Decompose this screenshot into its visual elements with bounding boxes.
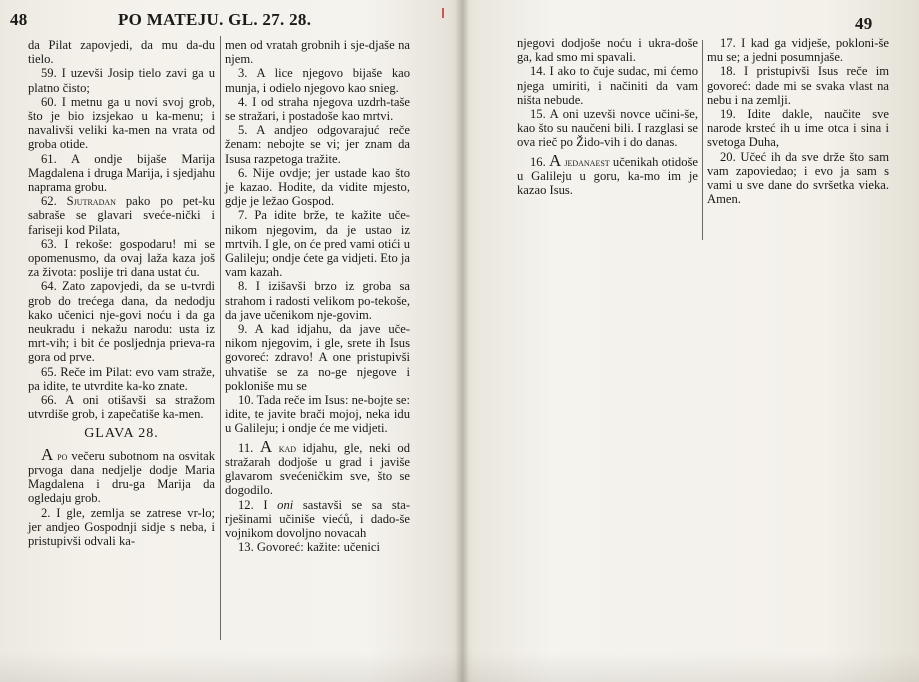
book-gutter [455,0,469,682]
verse-paragraph: 65. Reče im Pilat: evo vam straže, pa idite, te utvrdite ka-ko znate. [28,364,215,393]
verse-text: večeru subotnom na osvitak prvoga dana nedjelje dodje Maria Magdalena i dru-ga Marija da ogledaju grob. [28,448,215,506]
verse-smallcaps: jedanaest [561,154,610,169]
verse-text: idjahu, gle, neki od stražarah dodjoše u grad i javiše glavarom svećeničkim sve, što se dogodilo. [225,440,410,498]
text-column-2 [225,38,410,554]
verse-paragraph: 20. Učeć ih da sve drže što sam vam zapoviedao; i evo ja sam s vami u sve dane do svršetka vieka. Amen. [707,149,889,207]
verse-paragraph [517,150,698,198]
verse-italic: oni [277,497,294,512]
verse-paragraph: 17. I kad ga vidješe, pokloni-še mu se; a jedni posumnjaše. [707,36,889,65]
verse-text: sastavši se sa sta-rješinami učiniše viećů, i dado-še vojnikom dovoljno novacah [225,497,411,540]
verse-paragraph: 5. A andjeo odgovarajuć reče ženam: nebojte se vi; jer znam da Isusa razpetoga tražite. [225,123,410,166]
right-page-number: 49 [855,14,873,33]
verse-paragraph: 9. A kad idjahu, da jave uče-nikom njegovim, i gle, srete ih Isus govoreć: zdravo! A one pristupivši uhvatiše se za no-ge njegove i pokloniše mu se [225,322,410,393]
verse-paragraph: 60. I metnu ga u novi svoj grob, što je bio izsjekao u ka-menu; i navalivši veliki ka-men na vrata od groba otide. [28,94,215,152]
verse-paragraph: 6. Nije ovdje; jer ustade kao što je kazao. Hodite, da vidite mjesto, gdje je ležao Gospod. [225,165,410,209]
bookmark-ribbon [442,8,444,18]
left-page-number: 48 [10,10,28,29]
chapter-heading: GLAVA 28. [84,426,159,442]
verse-smallcaps: jutradan [73,194,116,209]
verse-paragraph: 7. Pa idite brže, te kažite uče-nikom njegovim, da je ustao iz mrtvih. I gle, on će pred vami otići u Galileju; ondje ćete ga vidjeti. Eto ja vam kazah. [225,208,410,280]
text-column-3 [517,36,698,197]
verse-paragraph: 13. Govoreć: kažite: učenici [238,540,380,555]
verse-paragraph: njegovi dodjoše noću i ukra-doše ga, kad smo mi spavali. [517,36,698,65]
verse-paragraph: 59. I uzevši Josip tielo zavi ga u platno čisto; [28,66,215,95]
verse-paragraph: 61. A ondje bijaše Marija Magdalena i druga Marija, i sjedjahu naprama grobu. [28,151,215,195]
verse-paragraph: 19. Idite dakle, naučite sve narode krsteć ih u ime otca i sina i svetoga Duha, [707,107,889,150]
verse-smallcaps: kad [272,440,297,455]
verse-paragraph: 8. I izišavši brzo iz groba sa strahom i radosti velikom po-tekoše, da jave učenikom nje-govim. [225,279,410,322]
verse-lead: 11. [238,440,260,455]
column-divider-right [702,40,703,240]
verse-paragraph: 10. Tada reče im Isus: ne-bojte se: idite, te javite brači mojoj, neka idu u Galileju; i ondje će me vidjeti. [225,393,410,436]
verse-paragraph: 3. A lice njegovo bijaše kao munja, i odielo njegovo kao snieg. [225,66,410,95]
verse-paragraph: 15. A oni uzevši novce učini-še, kao što su naučeni bili. I razglasi se ova rieč po Žido-vih i do danas. [517,107,698,150]
verse-text: pako po pet-ku sabraše se glavari sveće-nički i fariseji kod Pilata, [28,194,215,237]
verse-paragraph [28,444,215,506]
verse-paragraph [225,436,410,498]
verse-lead: 12. I [238,497,278,512]
text-column-4 [707,36,889,206]
initial-capital: A [259,436,273,456]
verse-paragraph [28,194,215,237]
text-column-1 [28,38,215,548]
verse-lead: 16. [530,154,549,169]
initial-capital: A [41,444,54,464]
initial-capital: A [548,150,562,170]
verse-paragraph: 63. I rekoše: gospodaru! mi se opomenusmo, da ovaj laža kaza još za života: poslije tri dana ustat ću. [28,236,215,280]
verse-text: učenikah otidoše u Galileju u goru, ka-mo im je kazao Isus. [517,154,698,198]
verse-paragraph: da Pilat zapovjedi, da mu da-du tielo. [28,38,215,67]
verse-paragraph: 2. I gle, zemlja se zatrese vr-lo; jer andjeo Gospodnji sidje s neba, i pristupivši odvali ka- [28,505,215,548]
verse-smallcaps: po [53,448,68,463]
page-shadow [0,652,919,682]
verse-lead: 62. S [41,194,74,209]
verse-paragraph [225,498,410,541]
verse-paragraph: 64. Zato zapovjedi, da se u-tvrdi grob do trećega dana, da nedodju kako učenici nje-govi noću i da ga neukradu i nekažu narodu: usta iz mrt-vih; i bit će posljednja prieva-ra gora od prve. [28,279,215,365]
verse-paragraph: 66. A oni otišavši sa stražom utvrdiše grob, i zapečatiše ka-men. [28,393,215,422]
verse-paragraph: 14. I ako to čuje sudac, mi ćemo njega umiriti, i načiniti da vam ništa nebude. [517,64,698,107]
verse-paragraph: 4. I od straha njegova uzdrh-taše se stražari, i postadoše kao mrtvi. [225,94,410,124]
column-divider-left [220,36,221,640]
verse-paragraph: men od vratah grobnih i sje-djaše na njem. [225,38,410,67]
verse-paragraph: 18. I pristupivši Isus reče im govoreć: dade mi se svaka vlast na nebu i na zemlji. [707,64,889,107]
running-head: PO MATEJU. GL. 27. 28. [118,10,312,29]
